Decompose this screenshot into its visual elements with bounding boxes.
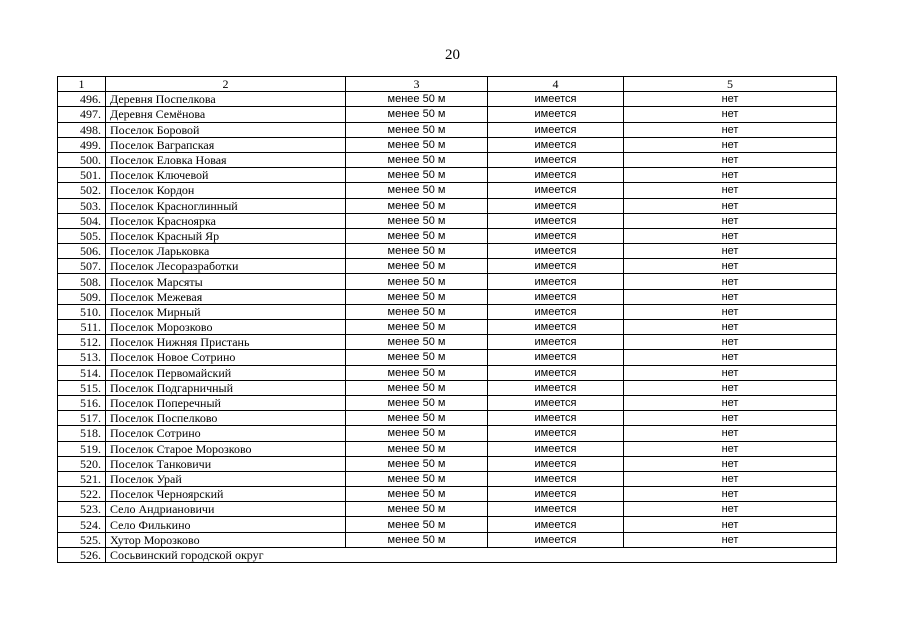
row-number: 498. — [58, 122, 106, 137]
row-number: 517. — [58, 411, 106, 426]
status-cell: нет — [624, 259, 837, 274]
row-number: 510. — [58, 304, 106, 319]
status-cell: нет — [624, 517, 837, 532]
status-cell: нет — [624, 92, 837, 107]
availability-cell: имеется — [488, 395, 624, 410]
table-row — [58, 168, 837, 183]
status-cell: нет — [624, 183, 837, 198]
settlement-name: Поселок Первомайский — [106, 365, 346, 380]
status-cell: нет — [624, 213, 837, 228]
availability-cell: имеется — [488, 168, 624, 183]
table-row — [58, 122, 837, 137]
header-row — [58, 77, 837, 92]
settlement-name: Деревня Поспелкова — [106, 92, 346, 107]
distance-cell: менее 50 м — [346, 365, 488, 380]
availability-cell: имеется — [488, 335, 624, 350]
availability-cell: имеется — [488, 441, 624, 456]
distance-cell: менее 50 м — [346, 289, 488, 304]
distance-cell: менее 50 м — [346, 228, 488, 243]
section-row-title: Сосьвинский городской округ — [106, 547, 837, 562]
distance-cell: менее 50 м — [346, 335, 488, 350]
table-row — [58, 487, 837, 502]
row-number: 504. — [58, 213, 106, 228]
status-cell: нет — [624, 471, 837, 486]
distance-cell: менее 50 м — [346, 487, 488, 502]
row-number: 503. — [58, 198, 106, 213]
availability-cell: имеется — [488, 107, 624, 122]
table-row — [58, 92, 837, 107]
row-number: 496. — [58, 92, 106, 107]
row-number: 525. — [58, 532, 106, 547]
table-row — [58, 152, 837, 167]
settlement-name: Поселок Межевая — [106, 289, 346, 304]
column-header-3: 3 — [346, 77, 488, 92]
availability-cell: имеется — [488, 380, 624, 395]
table-row — [58, 456, 837, 471]
row-number: 506. — [58, 244, 106, 259]
availability-cell: имеется — [488, 365, 624, 380]
row-number: 509. — [58, 289, 106, 304]
availability-cell: имеется — [488, 502, 624, 517]
table-row — [58, 532, 837, 547]
table-row — [58, 213, 837, 228]
status-cell: нет — [624, 532, 837, 547]
settlement-name: Поселок Старое Морозково — [106, 441, 346, 456]
settlement-name: Поселок Черноярский — [106, 487, 346, 502]
settlement-name: Поселок Подгарничный — [106, 380, 346, 395]
settlement-name: Поселок Ключевой — [106, 168, 346, 183]
status-cell: нет — [624, 320, 837, 335]
status-cell: нет — [624, 350, 837, 365]
distance-cell: менее 50 м — [346, 137, 488, 152]
status-cell: нет — [624, 244, 837, 259]
availability-cell: имеется — [488, 517, 624, 532]
availability-cell: имеется — [488, 259, 624, 274]
settlements-table — [57, 76, 837, 563]
distance-cell: менее 50 м — [346, 92, 488, 107]
distance-cell: менее 50 м — [346, 152, 488, 167]
availability-cell: имеется — [488, 213, 624, 228]
status-cell: нет — [624, 152, 837, 167]
table-row — [58, 411, 837, 426]
row-number: 507. — [58, 259, 106, 274]
settlement-name: Поселок Красный Яр — [106, 228, 346, 243]
status-cell: нет — [624, 502, 837, 517]
availability-cell: имеется — [488, 228, 624, 243]
availability-cell: имеется — [488, 350, 624, 365]
section-row — [58, 547, 837, 562]
distance-cell: менее 50 м — [346, 517, 488, 532]
table-row — [58, 320, 837, 335]
availability-cell: имеется — [488, 426, 624, 441]
row-number: 520. — [58, 456, 106, 471]
distance-cell: менее 50 м — [346, 532, 488, 547]
status-cell: нет — [624, 107, 837, 122]
settlement-name: Хутор Морозково — [106, 532, 346, 547]
distance-cell: менее 50 м — [346, 107, 488, 122]
row-number: 508. — [58, 274, 106, 289]
row-number: 514. — [58, 365, 106, 380]
distance-cell: менее 50 м — [346, 411, 488, 426]
table-row — [58, 517, 837, 532]
availability-cell: имеется — [488, 532, 624, 547]
settlement-name: Поселок Еловка Новая — [106, 152, 346, 167]
table-row — [58, 304, 837, 319]
row-number: 502. — [58, 183, 106, 198]
row-number: 518. — [58, 426, 106, 441]
row-number: 523. — [58, 502, 106, 517]
status-cell: нет — [624, 365, 837, 380]
status-cell: нет — [624, 168, 837, 183]
status-cell: нет — [624, 411, 837, 426]
distance-cell: менее 50 м — [346, 502, 488, 517]
row-number: 516. — [58, 395, 106, 410]
table-row — [58, 471, 837, 486]
status-cell: нет — [624, 137, 837, 152]
settlement-name: Поселок Сотрино — [106, 426, 346, 441]
table-row — [58, 380, 837, 395]
settlement-name: Поселок Морозково — [106, 320, 346, 335]
distance-cell: менее 50 м — [346, 122, 488, 137]
table-row — [58, 365, 837, 380]
distance-cell: менее 50 м — [346, 274, 488, 289]
status-cell: нет — [624, 426, 837, 441]
column-header-2: 2 — [106, 77, 346, 92]
availability-cell: имеется — [488, 487, 624, 502]
row-number: 512. — [58, 335, 106, 350]
status-cell: нет — [624, 198, 837, 213]
availability-cell: имеется — [488, 244, 624, 259]
status-cell: нет — [624, 335, 837, 350]
availability-cell: имеется — [488, 122, 624, 137]
section-row-number: 526. — [58, 547, 106, 562]
distance-cell: менее 50 м — [346, 183, 488, 198]
column-header-1: 1 — [58, 77, 106, 92]
settlement-name: Село Андриановичи — [106, 502, 346, 517]
settlement-name: Поселок Красноглинный — [106, 198, 346, 213]
table-row — [58, 228, 837, 243]
row-number: 499. — [58, 137, 106, 152]
settlement-name: Поселок Кордон — [106, 183, 346, 198]
row-number: 524. — [58, 517, 106, 532]
table-body — [58, 92, 837, 548]
table-row — [58, 335, 837, 350]
table-row — [58, 183, 837, 198]
row-number: 511. — [58, 320, 106, 335]
settlement-name: Поселок Урай — [106, 471, 346, 486]
status-cell: нет — [624, 395, 837, 410]
page-number: 20 — [445, 47, 460, 63]
row-number: 513. — [58, 350, 106, 365]
distance-cell: менее 50 м — [346, 426, 488, 441]
distance-cell: менее 50 м — [346, 380, 488, 395]
table-row — [58, 107, 837, 122]
settlement-name: Поселок Красноярка — [106, 213, 346, 228]
table-row — [58, 137, 837, 152]
availability-cell: имеется — [488, 456, 624, 471]
availability-cell: имеется — [488, 183, 624, 198]
distance-cell: менее 50 м — [346, 471, 488, 486]
distance-cell: менее 50 м — [346, 213, 488, 228]
status-cell: нет — [624, 441, 837, 456]
settlement-name: Поселок Боровой — [106, 122, 346, 137]
distance-cell: менее 50 м — [346, 198, 488, 213]
distance-cell: менее 50 м — [346, 259, 488, 274]
settlement-name: Поселок Поперечный — [106, 395, 346, 410]
row-number: 515. — [58, 380, 106, 395]
distance-cell: менее 50 м — [346, 441, 488, 456]
table-row — [58, 244, 837, 259]
settlement-name: Поселок Марсяты — [106, 274, 346, 289]
table-row — [58, 274, 837, 289]
distance-cell: менее 50 м — [346, 456, 488, 471]
availability-cell: имеется — [488, 92, 624, 107]
settlement-name: Поселок Ларьковка — [106, 244, 346, 259]
row-number: 497. — [58, 107, 106, 122]
column-header-4: 4 — [488, 77, 624, 92]
availability-cell: имеется — [488, 289, 624, 304]
settlement-name: Поселок Ваграпская — [106, 137, 346, 152]
availability-cell: имеется — [488, 471, 624, 486]
availability-cell: имеется — [488, 320, 624, 335]
distance-cell: менее 50 м — [346, 395, 488, 410]
status-cell: нет — [624, 289, 837, 304]
status-cell: нет — [624, 228, 837, 243]
status-cell: нет — [624, 456, 837, 471]
settlement-name: Поселок Лесоразработки — [106, 259, 346, 274]
table-row — [58, 426, 837, 441]
availability-cell: имеется — [488, 152, 624, 167]
table-row — [58, 350, 837, 365]
availability-cell: имеется — [488, 198, 624, 213]
availability-cell: имеется — [488, 137, 624, 152]
row-number: 521. — [58, 471, 106, 486]
settlement-name: Село Филькино — [106, 517, 346, 532]
settlement-name: Поселок Танковичи — [106, 456, 346, 471]
status-cell: нет — [624, 122, 837, 137]
settlement-name: Поселок Новое Сотрино — [106, 350, 346, 365]
status-cell: нет — [624, 274, 837, 289]
row-number: 505. — [58, 228, 106, 243]
row-number: 519. — [58, 441, 106, 456]
settlement-name: Поселок Мирный — [106, 304, 346, 319]
column-header-5: 5 — [624, 77, 837, 92]
availability-cell: имеется — [488, 304, 624, 319]
settlement-name: Поселок Нижняя Пристань — [106, 335, 346, 350]
distance-cell: менее 50 м — [346, 320, 488, 335]
row-number: 501. — [58, 168, 106, 183]
settlement-name: Деревня Семёнова — [106, 107, 346, 122]
row-number: 500. — [58, 152, 106, 167]
availability-cell: имеется — [488, 411, 624, 426]
table-row — [58, 259, 837, 274]
distance-cell: менее 50 м — [346, 244, 488, 259]
distance-cell: менее 50 м — [346, 168, 488, 183]
status-cell: нет — [624, 487, 837, 502]
distance-cell: менее 50 м — [346, 304, 488, 319]
availability-cell: имеется — [488, 274, 624, 289]
settlement-name: Поселок Поспелково — [106, 411, 346, 426]
table-row — [58, 502, 837, 517]
distance-cell: менее 50 м — [346, 350, 488, 365]
table-row — [58, 441, 837, 456]
table-row — [58, 289, 837, 304]
table-row — [58, 198, 837, 213]
row-number: 522. — [58, 487, 106, 502]
status-cell: нет — [624, 304, 837, 319]
status-cell: нет — [624, 380, 837, 395]
table-row — [58, 395, 837, 410]
